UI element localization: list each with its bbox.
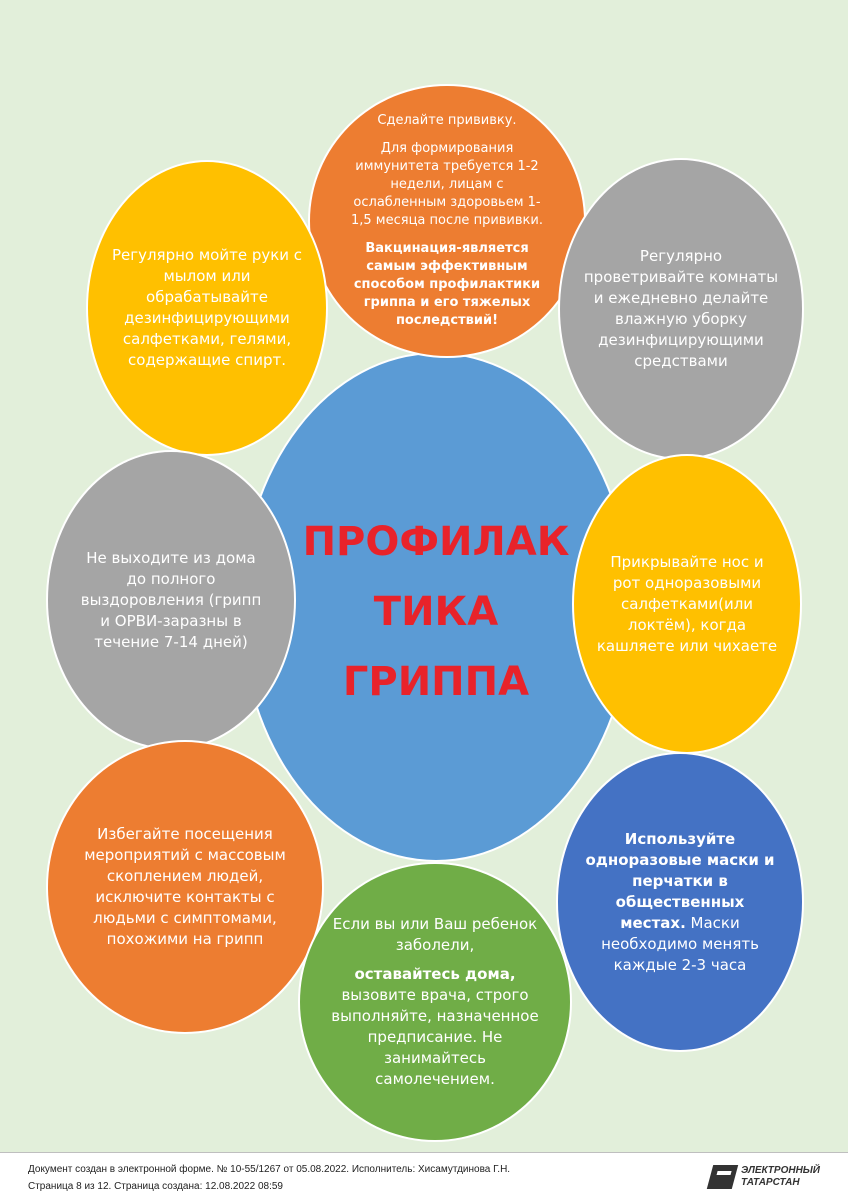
cover-nose-circle: [572, 454, 802, 754]
sick-child-intro: Если вы или Ваш ребенок заболели,: [332, 915, 538, 954]
title-line-2: ТИКА: [373, 589, 499, 635]
stay-home-text: Не выходите из дома до полного выздоровления (грипп и ОРВИ-заразны в течение 7-14 дней): [80, 548, 262, 651]
vaccination-body: Для формирования иммунитета требуется 1-2 недели, лицам с ослабленным здоровьем 1-1,5 месяца после прививки.: [351, 141, 543, 228]
document-footer: [0, 1152, 848, 1201]
title-line-1: ПРОФИЛАК: [302, 519, 570, 565]
ventilate-text: Регулярно проветривайте комнаты и ежедневно делайте влажную уборку дезинфицирующими средствами: [583, 247, 779, 370]
masks-rest: Маски необходимо менять каждые 2-3 часа: [601, 913, 759, 974]
sick-child-rest: вызовите врача, строго выполняйте, назначенное предписание. Не занимайтесь самолечением.: [331, 986, 539, 1088]
avoid-events-circle: [46, 740, 324, 1034]
masks-text: [584, 829, 776, 976]
avoid-events-text: Избегайте посещения мероприятий с массовым скоплением людей, исключите контакты с людьми с симптомами, похожими на грипп: [84, 825, 286, 948]
logo-mark-icon: [707, 1165, 738, 1189]
vaccination-bold: Вакцинация-является самым эффективным способом профилактики гриппа и его тяжелых последствий!: [353, 241, 541, 328]
wash-hands-circle: [86, 160, 328, 456]
masks-bold: Используйте одноразовые маски и перчатки в общественных местах.: [585, 829, 775, 932]
vaccination-circle: [308, 84, 586, 358]
logo-line-2: ТАТАРСТАН: [741, 1177, 800, 1188]
masks-circle: [556, 752, 804, 1052]
footer-document-info: Документ создан в электронной форме. № 10-55/1267 от 05.08.2022. Исполнитель: Хисамутдинова Г.Н.: [28, 1164, 511, 1175]
ventilate-circle: [558, 158, 804, 460]
stay-home-circle: [46, 450, 296, 750]
sick-child-circle: [298, 862, 572, 1142]
electronic-tatarstan-logo: [710, 1161, 820, 1193]
sick-child-bold: оставайтесь дома,: [354, 965, 516, 983]
cover-nose-text: Прикрывайте нос и рот одноразовыми салфетками(или локтём), когда кашляете или чихаете: [596, 552, 778, 655]
vaccination-heading: Сделайте прививку.: [377, 113, 517, 128]
title-line-3: ГРИППА: [342, 659, 530, 705]
logo-line-1: ЭЛЕКТРОННЫЙ: [741, 1165, 820, 1176]
sick-child-main: [330, 964, 540, 1090]
wash-hands-text: Регулярно мойте руки с мылом или обрабатывайте дезинфицирующими салфетками, гелями, содержащие спирт.: [111, 246, 303, 369]
footer-page-info: Страница 8 из 12. Страница создана: 12.08.2022 08:59: [28, 1181, 283, 1192]
